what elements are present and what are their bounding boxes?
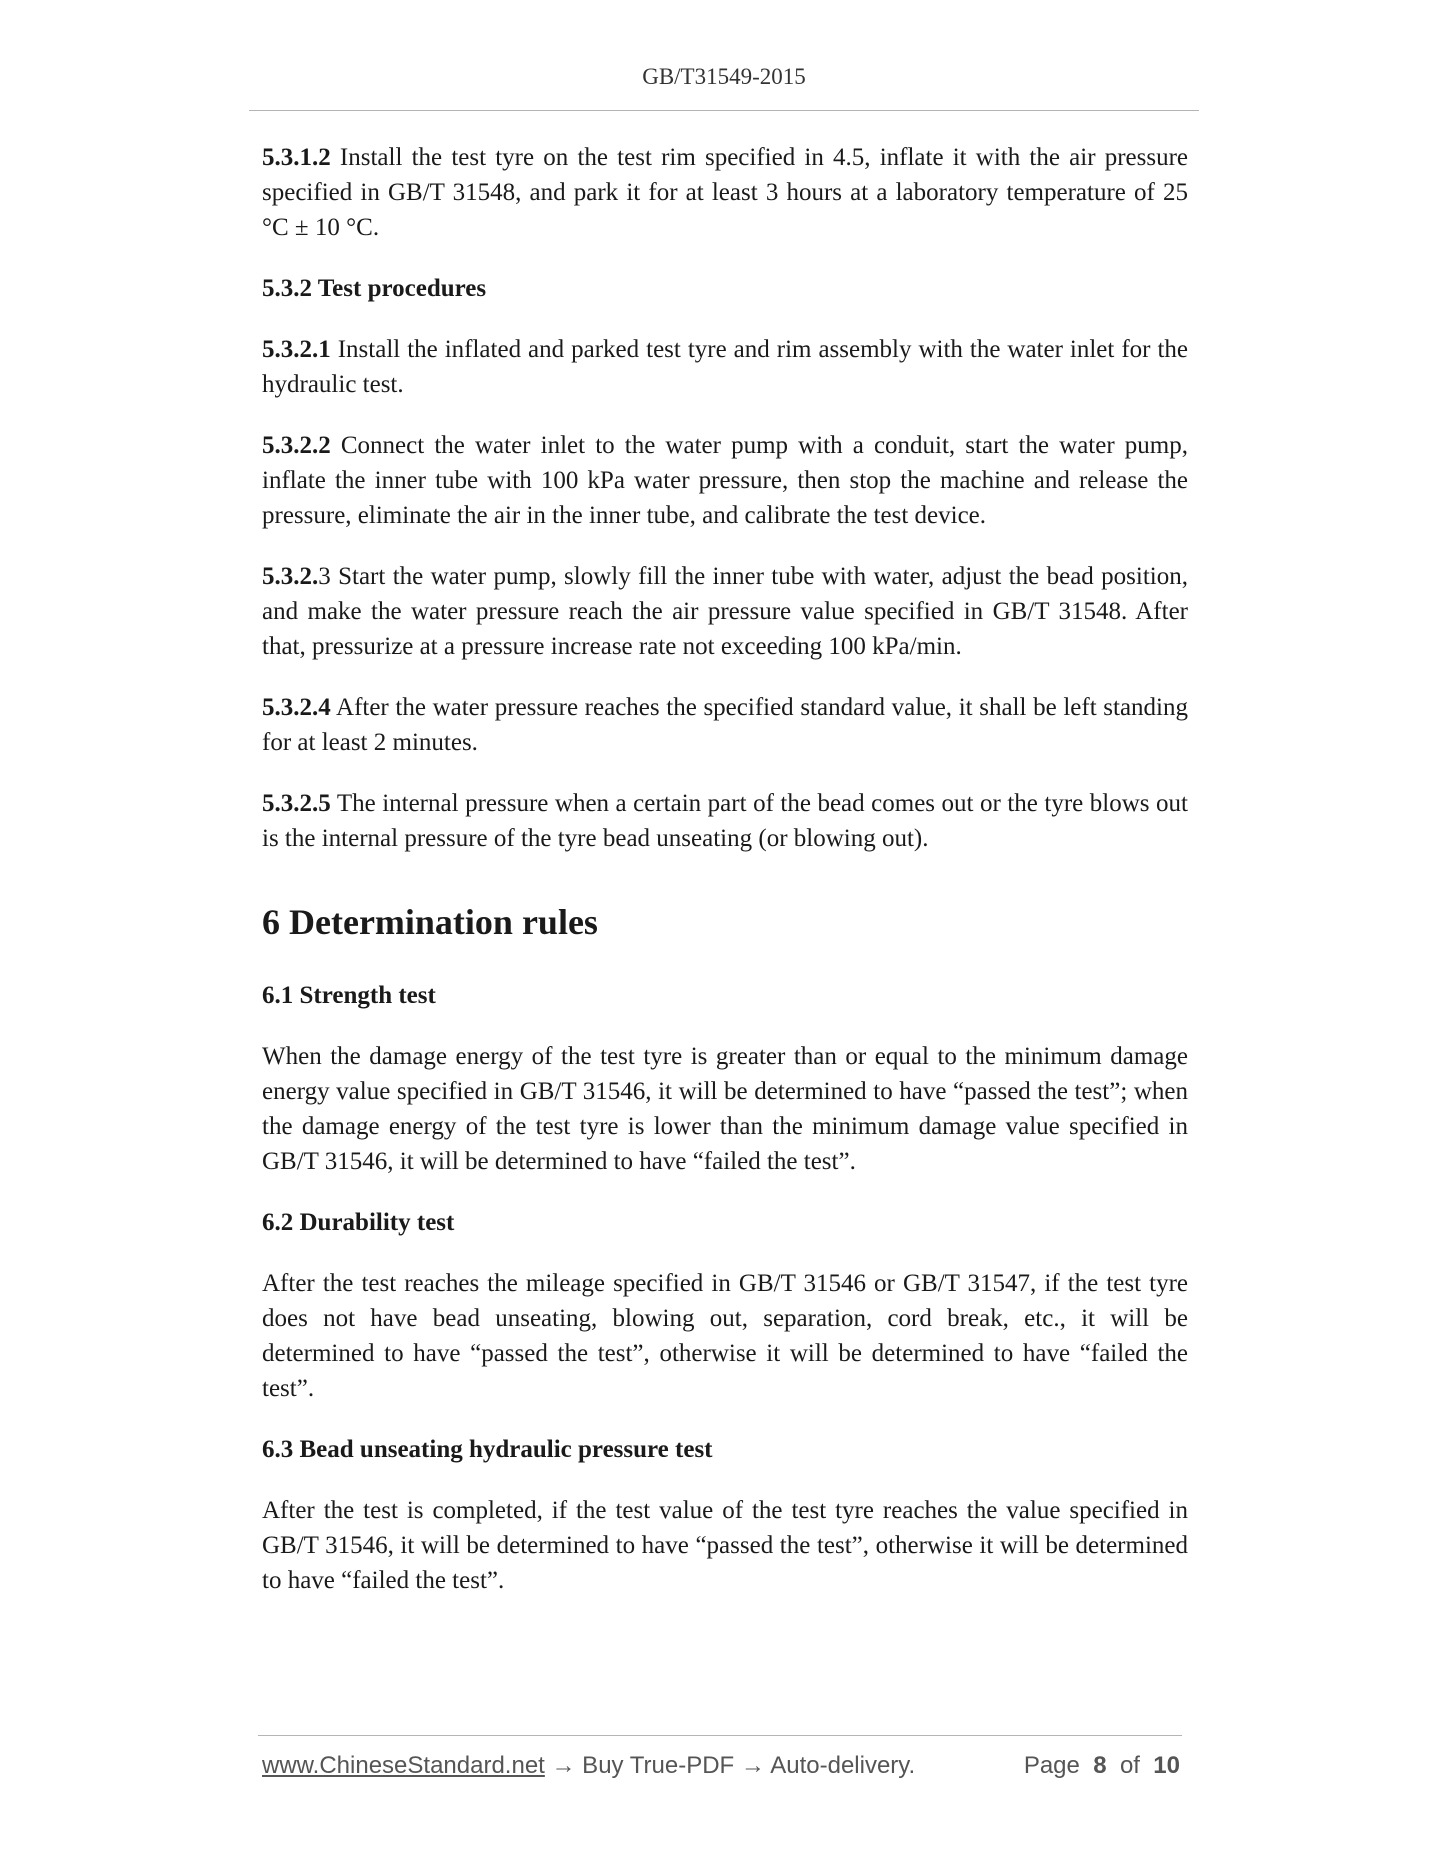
clause-number: 5.3.2.5 bbox=[262, 790, 331, 817]
page-label: Page bbox=[1023, 1752, 1080, 1779]
clause-5-3-2-5 bbox=[262, 786, 1188, 856]
clause-text: The internal pressure when a certain part of the bead comes out or the tyre blows out is the internal pressure of the tyre bead unseating (or blowing out). bbox=[262, 790, 1188, 852]
site-link[interactable]: www.ChineseStandard.net bbox=[262, 1752, 545, 1779]
page-footer bbox=[262, 1752, 1180, 1780]
clause-text: Connect the water inlet to the water pump with a conduit, start the water pump, inflate the inner tube with 100 kPa water pressure, then stop the machine and release the pressure, eliminate the air in the inner tube, and calibrate the test device. bbox=[262, 432, 1188, 529]
clause-5-3-1-2 bbox=[262, 140, 1188, 245]
clause-number: 5.3.2.1 bbox=[262, 336, 331, 363]
clause-text: After the water pressure reaches the specified standard value, it shall be left standing for at least 2 minutes. bbox=[262, 694, 1188, 756]
page-of: of bbox=[1119, 1752, 1140, 1779]
clause-5-3-2-2 bbox=[262, 428, 1188, 533]
footer-promo bbox=[262, 1752, 915, 1779]
clause-number: 5.3.2.2 bbox=[262, 432, 331, 459]
footer-divider bbox=[258, 1735, 1182, 1736]
section-6-title: 6 Determination rules bbox=[262, 902, 598, 942]
document-code-header: GB/T31549-2015 bbox=[642, 64, 806, 89]
clause-5-3-2-3 bbox=[262, 559, 1188, 664]
clause-6-2-text: After the test reaches the mileage specified in GB/T 31546 or GB/T 31547, if the test tyre does not have bead unseating, blowing out, separation, cord break, etc., it will be determined to have “passed the test”, otherwise it will be determined to have “failed the test”. bbox=[262, 1270, 1188, 1402]
clause-5-3-2-1 bbox=[262, 332, 1188, 402]
page-content bbox=[262, 140, 1188, 1624]
page-indicator bbox=[1024, 1752, 1180, 1780]
footer-tagline: → Buy True-PDF → Auto-delivery. bbox=[544, 1752, 916, 1779]
clause-6-1-text: When the damage energy of the test tyre is greater than or equal to the minimum damage energy value specified in GB/T 31546, it will be determined to have “passed the test”; when the damage energy of the test tyre is lower than the minimum damage value specified in GB/T 31546, it will be determined to have “failed the test”. bbox=[262, 1043, 1188, 1175]
clause-text: Install the inflated and parked test tyre and rim assembly with the water inlet for the hydraulic test. bbox=[262, 336, 1188, 398]
clause-6-3-text: After the test is completed, if the test value of the test tyre reaches the value specified in GB/T 31546, it will be determined to have “passed the test”, otherwise it will be determined to have “failed the test”. bbox=[262, 1497, 1188, 1594]
header-divider bbox=[249, 110, 1199, 111]
page-total: 10 bbox=[1153, 1752, 1180, 1779]
heading-6-2: 6.2 Durability test bbox=[262, 1209, 455, 1236]
heading-6-1: 6.1 Strength test bbox=[262, 982, 436, 1009]
clause-5-3-2-4 bbox=[262, 690, 1188, 760]
clause-number: 5.3.1.2 bbox=[262, 144, 331, 171]
clause-number: 5.3.2.4 bbox=[262, 694, 331, 721]
heading-5-3-2: 5.3.2 Test procedures bbox=[262, 275, 487, 302]
clause-text: 3 Start the water pump, slowly fill the inner tube with water, adjust the bead position, and make the water pressure reach the air pressure value specified in GB/T 31548. After that, pressurize at a pressure increase rate not exceeding 100 kPa/min. bbox=[262, 563, 1188, 660]
clause-number: 5.3.2. bbox=[262, 563, 319, 590]
page-current: 8 bbox=[1093, 1752, 1107, 1779]
clause-text: Install the test tyre on the test rim specified in 4.5, inflate it with the air pressure specified in GB/T 31548, and park it for at least 3 hours at a laboratory temperature of 25 °C ± 10 °C. bbox=[262, 144, 1188, 241]
heading-6-3: 6.3 Bead unseating hydraulic pressure test bbox=[262, 1436, 713, 1463]
